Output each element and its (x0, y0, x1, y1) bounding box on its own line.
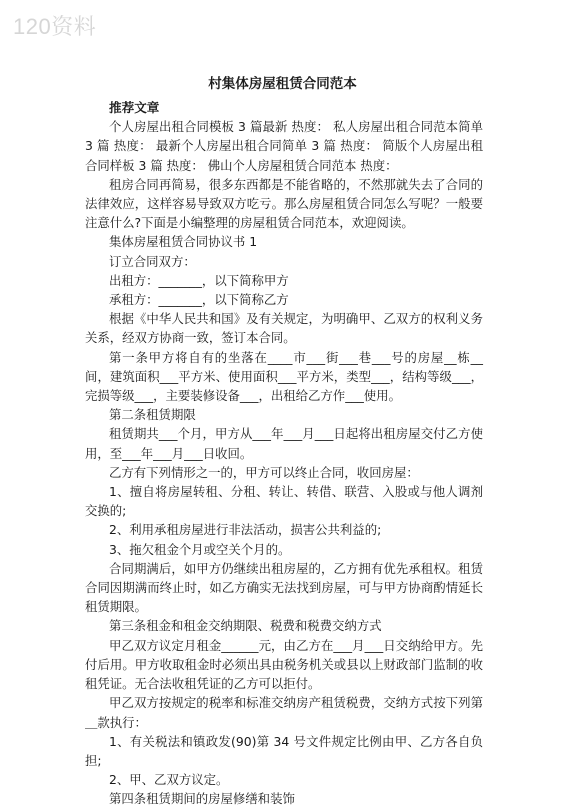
section-heading: 推荐文章 (109, 100, 160, 115)
body-paragraph: 合同期满后，如甲方仍继续出租房屋的，乙方拥有优先承租权。租赁合同因期满而终止时，如乙方确实无法找到房屋，可与甲方协商酌情延长租赁期限。 (85, 560, 483, 615)
body-paragraph: 甲乙双方议定月租金______元，由乙方在___月___日交纳给甲方。先付后用。甲方收取租金时必须出具由税务机关或县以上财政部门监制的收租凭证。无合法收租凭证的乙方可以拒付。 (85, 637, 483, 692)
body-paragraph: 租赁期共___个月，甲方从___年___月___日起将出租房屋交付乙方使用，至___年___月___日收回。 (85, 426, 483, 461)
body-paragraph: 集体房屋租赁合同协议书 1 (109, 234, 258, 250)
body-paragraph: 承租方：_______，以下简称乙方 (109, 292, 289, 308)
body-paragraph: 租房合同再简易，很多东西都是不能省略的，不然那就失去了合同的法律效应，这样容易导致双方吃亏。那么房屋租赁合同怎么写呢？一般要注意什么?下面是小编整理的房屋租赁合同范本，欢迎阅读。 (85, 176, 483, 231)
watermark-logo: 120资料 (13, 14, 97, 39)
body-paragraph: 1、擅自将房屋转租、分租、转让、转借、联营、入股或与他人调剂交换的; (85, 484, 483, 519)
body-paragraph: 甲乙双方按规定的税率和标准交纳房产租赁税费，交纳方式按下列第＿款执行： (85, 695, 483, 730)
body-paragraph: 第一条甲方将自有的坐落在____市___街___巷___号的房屋__栋__间，建筑面积___平方米、使用面积___平方米，类型___，结构等级___，完损等级___，主要装修设备___，出租给乙方作___使用。 (85, 349, 483, 404)
body-paragraph: 2、甲、乙双方议定。 (109, 772, 229, 788)
body-paragraph: 2、利用承租房屋进行非法活动，损害公共利益的; (109, 522, 382, 538)
body-paragraph: 第二条租赁期限 (109, 407, 196, 423)
body-paragraph: 乙方有下列情形之一的，甲方可以终止合同，收回房屋： (109, 464, 419, 480)
document-title: 村集体房屋租赁合同范本 (208, 76, 357, 92)
body-paragraph: 根据《中华人民共和国》及有关规定，为明确甲、乙双方的权利义务关系，经双方协商一致，签订本合同。 (85, 311, 483, 346)
body-paragraph: 个人房屋出租合同模板 3 篇最新 热度： 私人房屋出租合同范本简单 3 篇 热度： 最新个人房屋出租合同简单 3 篇 热度： 简版个人房屋出租合同样板 3 篇 热度： 佛山个人房屋租赁合同范本 热度： (85, 119, 483, 173)
body-paragraph: 第三条租金和租金交纳期限、税费和税费交纳方式 (109, 618, 382, 634)
body-paragraph: 出租方：_______，以下简称甲方 (109, 272, 289, 288)
body-paragraph: 订立合同双方： (109, 253, 196, 269)
body-paragraph: 1、有关税法和镇政发(90)第 34 号文件规定比例由甲、乙方各自负担; (85, 733, 483, 768)
body-paragraph: 第四条租赁期间的房屋修缮和装饰 (109, 791, 295, 807)
body-paragraph: 3、拖欠租金个月或空关个月的。 (109, 541, 291, 557)
document-body (85, 98, 483, 809)
